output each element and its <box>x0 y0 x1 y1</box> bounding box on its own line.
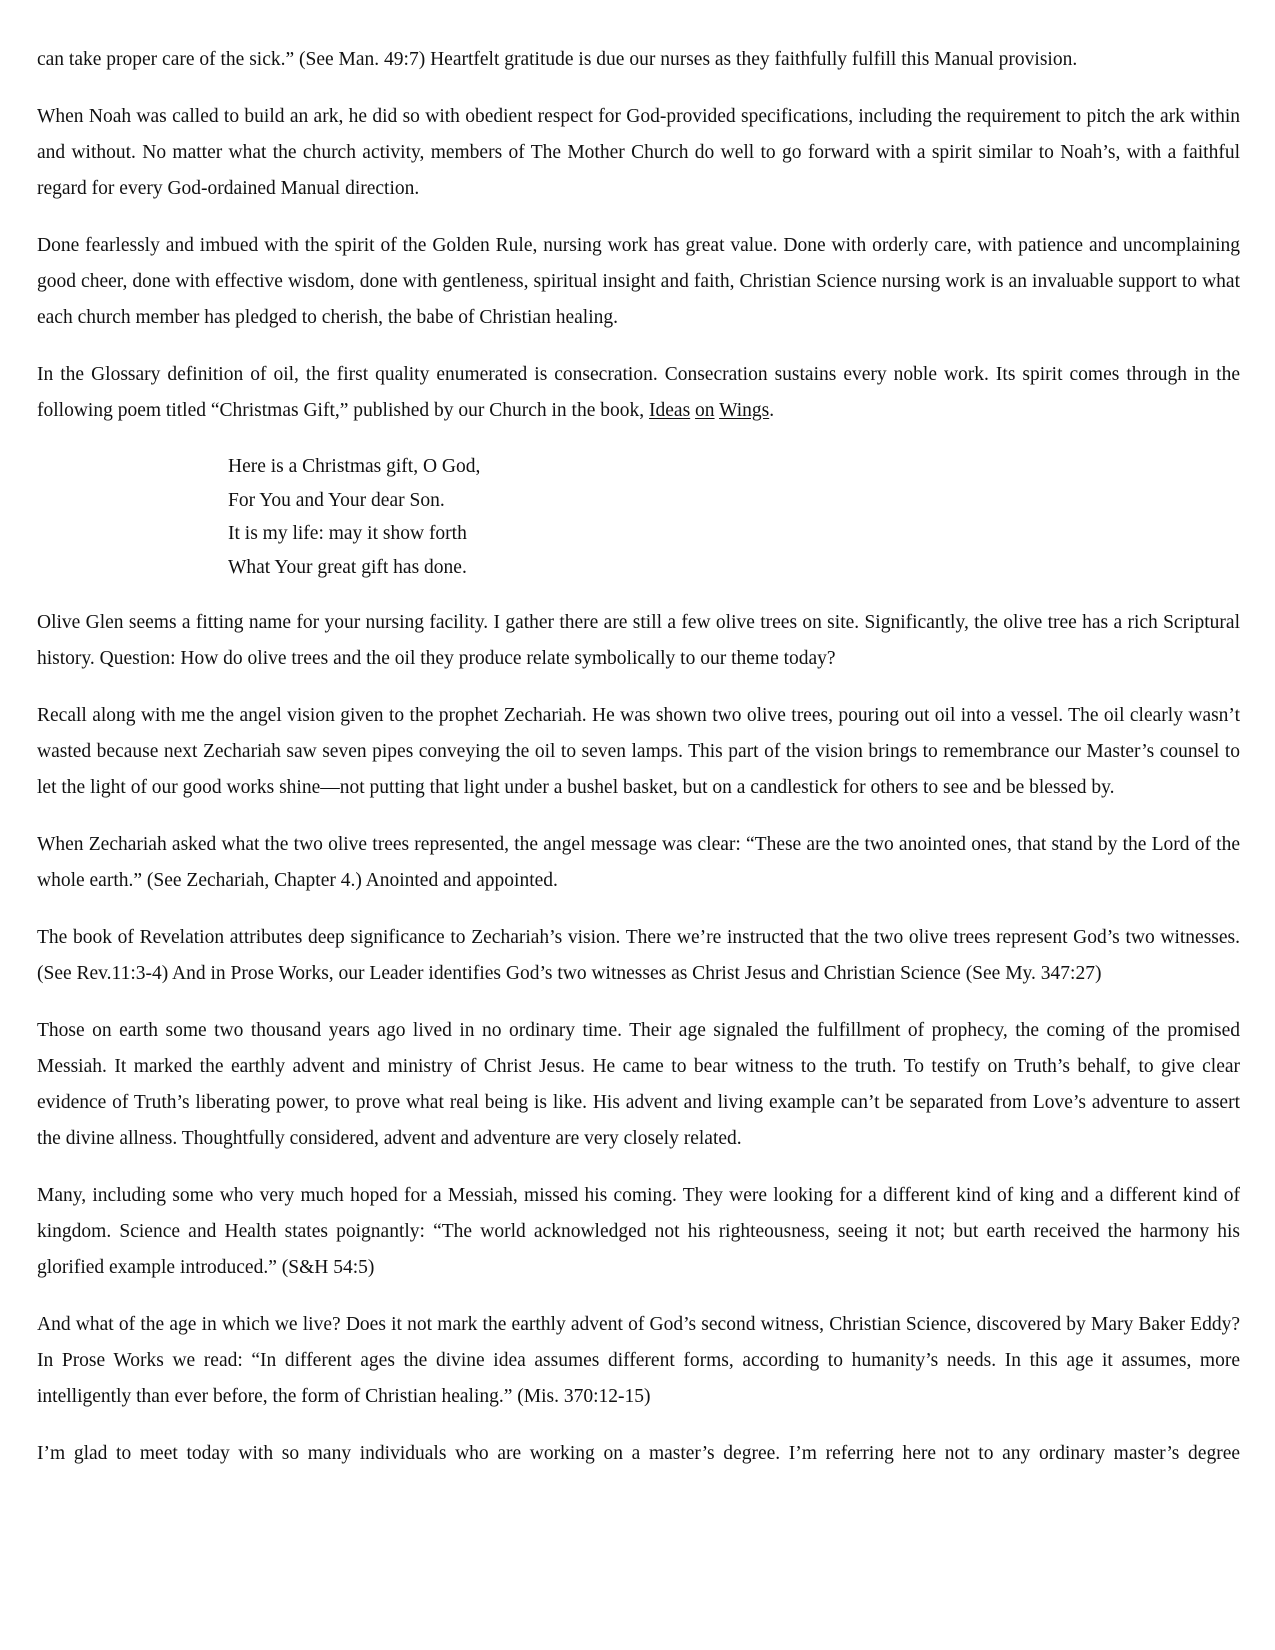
paragraph-masters-degree: I’m glad to meet today with so many individuals who are working on a master’s degree. I’m referring here not to any ordinary master’s degree <box>37 1443 1240 1464</box>
paragraph-nursing-value: Done fearlessly and imbued with the spirit of the Golden Rule, nursing work has great value. Done with orderly care, with patience and uncomplaining good cheer, done with effective wisdom, done with gentleness, spiritual insight and faith, Christian Science nursing work is an invaluable support to what each church member has pledged to cherish, the babe of Christian healing. <box>37 235 1240 328</box>
poem-christmas-gift <box>37 450 1240 584</box>
poem-line: It is my life: may it show forth <box>228 523 467 544</box>
paragraph-messiah: Many, including some who very much hoped for a Messiah, missed his coming. They were looking for a different kind of king and a different kind of kingdom. Science and Health states poignantly: “The world acknowledged not his righteousness, seeing it not; but earth received the harmony his glorified example introduced.” (S&H 54:5) <box>37 1185 1240 1278</box>
paragraph-noah-ark: When Noah was called to build an ark, he did so with obedient respect for God-provided specifications, including the requirement to pitch the ark within and without. No matter what the church activity, members of The Mother Church do well to go forward with a spirit similar to Noah’s, with a faithful regard for every God-ordained Manual direction. <box>37 106 1240 199</box>
paragraph-glossary-oil-text: In the Glossary definition of oil, the first quality enumerated is consecration. Consecration sustains every noble work. Its spirit comes through in the following poem titled “Christmas Gift,” published by our Church in the book, <box>37 364 1240 421</box>
paragraph-glossary-oil <box>37 357 1240 429</box>
poem-line: For You and Your dear Son. <box>228 489 445 511</box>
book-title-word-ideas: Ideas <box>649 400 691 421</box>
paragraph-anointed-ones: When Zechariah asked what the two olive trees represented, the angel message was clear: “These are the two anointed ones, that stand by the Lord of the whole earth.” (See Zechariah, Chapter 4.) Anointed and appointed. <box>37 834 1240 891</box>
paragraph-care-of-sick: can take proper care of the sick.” (See Man. 49:7) Heartfelt gratitude is due our nurses as they faithfully fulfill this Manual provision. <box>37 49 1078 70</box>
paragraph-glossary-oil-end: . <box>769 400 775 421</box>
poem-line: Here is a Christmas gift, O God, <box>228 456 481 477</box>
paragraph-zechariah-vision: Recall along with me the angel vision given to the prophet Zechariah. He was shown two olive trees, pouring out oil into a vessel. The oil clearly wasn’t wasted because next Zechariah saw seven pipes conveying the oil to seven lamps. This part of the vision brings to remembrance our Master’s counsel to let the light of our good works shine—not putting that light under a bushel basket, but on a candlestick for others to see and be blessed by. <box>37 705 1240 798</box>
book-title-word-on: on <box>695 400 715 421</box>
document-page <box>37 42 1240 1493</box>
paragraph-two-witnesses: The book of Revelation attributes deep significance to Zechariah’s vision. There we’re instructed that the two olive trees represent God’s two witnesses. (See Rev.11:3-4) And in Prose Works, our Leader identifies God’s two witnesses as Christ Jesus and Christian Science (See My. 347:27) <box>37 927 1240 984</box>
book-title-word-wings: Wings <box>719 400 770 421</box>
poem-line: What Your great gift has done. <box>228 556 467 578</box>
paragraph-our-age: And what of the age in which we live? Does it not mark the earthly advent of God’s second witness, Christian Science, discovered by Mary Baker Eddy? In Prose Works we read: “In different ages the divine idea assumes different forms, according to humanity’s needs. In this age it assumes, more intelligently than ever before, the form of Christian healing.” (Mis. 370:12-15) <box>37 1314 1240 1407</box>
paragraph-advent: Those on earth some two thousand years ago lived in no ordinary time. Their age signaled the fulfillment of prophecy, the coming of the promised Messiah. It marked the earthly advent and ministry of Christ Jesus. He came to bear witness to the truth. To testify on Truth’s behalf, to give clear evidence of Truth’s liberating power, to prove what real being is like. His advent and living example can’t be separated from Love’s adventure to assert the divine allness. Thoughtfully considered, advent and adventure are very closely related. <box>37 1020 1240 1149</box>
paragraph-olive-glen: Olive Glen seems a fitting name for your nursing facility. I gather there are still a few olive trees on site. Significantly, the olive tree has a rich Scriptural history. Question: How do olive trees and the oil they produce relate symbolically to our theme today? <box>37 612 1240 669</box>
